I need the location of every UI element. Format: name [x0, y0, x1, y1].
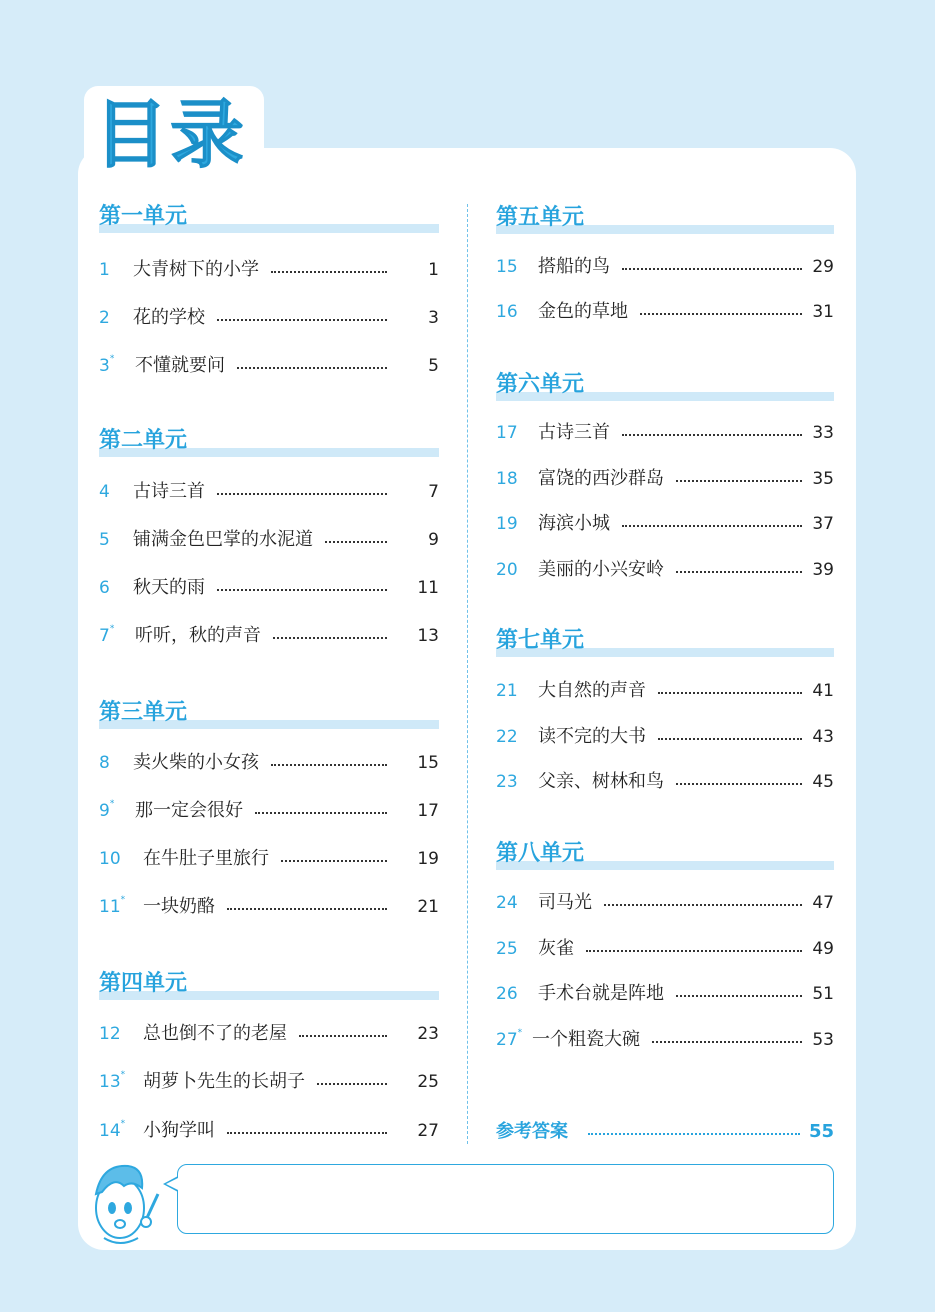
page-number: 13	[417, 626, 439, 646]
lesson-title: 总也倒不了的老屋	[143, 1023, 287, 1044]
page-number: 19	[417, 849, 439, 869]
column-divider	[467, 204, 468, 1144]
page-number: 21	[417, 897, 439, 917]
lesson-title: 古诗三首	[538, 422, 610, 443]
unit-heading-label: 第五单元	[496, 204, 585, 230]
page-number: 9	[428, 530, 439, 550]
page-number: 5	[428, 356, 439, 376]
lesson-number: 19	[496, 514, 518, 534]
unit-heading	[99, 967, 439, 1007]
toc-entry[interactable]	[496, 980, 834, 1008]
page-number: 25	[417, 1072, 439, 1092]
lesson-number: 16	[496, 302, 518, 322]
page-number: 45	[812, 772, 834, 792]
unit-heading	[496, 368, 834, 408]
lesson-number: 7*	[99, 624, 115, 646]
lesson-title: 富饶的西沙群岛	[538, 468, 664, 489]
page-number: 1	[428, 260, 439, 280]
leader-dots	[227, 908, 387, 910]
page-number: 17	[417, 801, 439, 821]
lesson-title: 读不完的大书	[538, 726, 646, 747]
lesson-number: 21	[496, 681, 518, 701]
answer-key-title: 参考答案	[496, 1121, 568, 1142]
lesson-number: 15	[496, 257, 518, 277]
unit-heading	[99, 200, 439, 240]
leader-dots	[622, 525, 802, 527]
leader-dots	[676, 480, 802, 482]
leader-dots	[217, 493, 387, 495]
lesson-number: 25	[496, 939, 518, 959]
toc-entry[interactable]	[99, 1068, 439, 1096]
lesson-title: 卖火柴的小女孩	[133, 752, 259, 773]
lesson-number: 14*	[99, 1119, 126, 1141]
toc-entry[interactable]	[496, 935, 834, 963]
lesson-number: 13*	[99, 1070, 126, 1092]
page-number: 47	[812, 893, 834, 913]
lesson-title: 秋天的雨	[133, 577, 205, 598]
unit-heading-label: 第三单元	[99, 699, 188, 725]
lesson-number: 4	[99, 482, 110, 502]
lesson-title: 手术台就是阵地	[538, 983, 664, 1004]
leader-dots	[271, 764, 387, 766]
optional-lesson-mark: *	[120, 1119, 126, 1129]
lesson-number: 12	[99, 1024, 121, 1044]
lesson-number: 3*	[99, 354, 115, 376]
leader-dots	[676, 571, 802, 573]
toc-entry[interactable]	[99, 256, 439, 284]
optional-lesson-mark: *	[109, 354, 115, 364]
page-number: 29	[812, 257, 834, 277]
page-number: 33	[812, 423, 834, 443]
page-number: 31	[812, 302, 834, 322]
toc-entry[interactable]	[99, 574, 439, 602]
leader-dots	[658, 692, 802, 694]
lesson-title: 海滨小城	[538, 513, 610, 534]
lesson-title: 司马光	[538, 892, 592, 913]
unit-heading	[496, 837, 834, 877]
mascot-boy-icon	[84, 1150, 166, 1250]
page-number: 7	[428, 482, 439, 502]
leader-dots	[622, 268, 802, 270]
leader-dots	[325, 541, 387, 543]
lesson-title: 花的学校	[133, 307, 205, 328]
leader-dots	[622, 434, 802, 436]
lesson-title: 小狗学叫	[143, 1120, 215, 1141]
leader-dots	[273, 637, 387, 639]
lesson-number: 11*	[99, 895, 126, 917]
page-number: 37	[812, 514, 834, 534]
page-number: 53	[812, 1030, 834, 1050]
page-number: 15	[417, 753, 439, 773]
page-title: 目录	[84, 86, 264, 184]
lesson-title: 大青树下的小学	[133, 259, 259, 280]
lesson-number: 6	[99, 578, 110, 598]
leader-dots	[217, 589, 387, 591]
toc-entry[interactable]	[496, 253, 834, 281]
toc-entry[interactable]	[496, 465, 834, 493]
unit-heading	[496, 201, 834, 241]
toc-entry[interactable]	[496, 556, 834, 584]
toc-entry[interactable]	[496, 419, 834, 447]
lesson-title: 大自然的声音	[538, 680, 646, 701]
page-number: 11	[417, 578, 439, 598]
lesson-title: 那一定会很好	[135, 800, 243, 821]
unit-heading	[99, 696, 439, 736]
leader-dots	[652, 1041, 802, 1043]
optional-lesson-mark: *	[109, 799, 115, 809]
leader-dots	[281, 860, 387, 862]
leader-dots	[317, 1083, 387, 1085]
toc-entry[interactable]	[496, 1026, 834, 1054]
lesson-number: 18	[496, 469, 518, 489]
page-number: 23	[417, 1024, 439, 1044]
unit-heading-label: 第七单元	[496, 627, 585, 653]
lesson-title: 父亲、树林和鸟	[538, 771, 664, 792]
lesson-number: 23	[496, 772, 518, 792]
page-number: 39	[812, 560, 834, 580]
leader-dots	[237, 367, 387, 369]
leader-dots	[604, 904, 802, 906]
lesson-title: 在牛肚子里旅行	[143, 848, 269, 869]
toc-entry[interactable]	[99, 1020, 439, 1048]
leader-dots	[271, 271, 387, 273]
leader-dots	[217, 319, 387, 321]
optional-lesson-mark: *	[517, 1028, 523, 1038]
page-number: 51	[812, 984, 834, 1004]
lesson-number: 1	[99, 260, 110, 280]
toc-entry[interactable]	[99, 304, 439, 332]
lesson-number: 22	[496, 727, 518, 747]
lesson-title: 一个粗瓷大碗	[532, 1029, 640, 1050]
page-number: 3	[428, 308, 439, 328]
lesson-title: 搭船的鸟	[538, 256, 610, 277]
toc-entry[interactable]	[496, 510, 834, 538]
lesson-number: 8	[99, 753, 110, 773]
toc-entry[interactable]	[496, 723, 834, 751]
page-number: 27	[417, 1121, 439, 1141]
lesson-title: 铺满金色巴掌的水泥道	[133, 529, 313, 550]
toc-entry[interactable]	[496, 298, 834, 326]
leader-dots	[588, 1133, 800, 1135]
optional-lesson-mark: *	[109, 624, 115, 634]
leader-dots	[658, 738, 802, 740]
toc-entry[interactable]	[99, 1117, 439, 1145]
note-box	[177, 1164, 834, 1234]
toc-entry[interactable]	[99, 622, 439, 650]
unit-heading-label: 第八单元	[496, 840, 585, 866]
lesson-number: 2	[99, 308, 110, 328]
unit-heading-label: 第四单元	[99, 970, 188, 996]
leader-dots	[227, 1132, 387, 1134]
toc-entry[interactable]	[99, 893, 439, 921]
lesson-number: 27*	[496, 1028, 523, 1050]
toc-entry[interactable]	[496, 889, 834, 917]
toc-entry[interactable]	[99, 749, 439, 777]
leader-dots	[586, 950, 802, 952]
toc-entry[interactable]	[99, 352, 439, 380]
toc-entry[interactable]	[99, 526, 439, 554]
lesson-number: 20	[496, 560, 518, 580]
unit-heading-label: 第六单元	[496, 371, 585, 397]
lesson-title: 胡萝卜先生的长胡子	[143, 1071, 305, 1092]
page-number: 35	[812, 469, 834, 489]
leader-dots	[676, 995, 802, 997]
unit-heading	[99, 424, 439, 464]
optional-lesson-mark: *	[120, 1070, 126, 1080]
lesson-number: 5	[99, 530, 110, 550]
page-number: 43	[812, 727, 834, 747]
lesson-title: 美丽的小兴安岭	[538, 559, 664, 580]
lesson-title: 不懂就要问	[135, 355, 225, 376]
unit-heading-label: 第一单元	[99, 203, 188, 229]
page-number: 41	[812, 681, 834, 701]
lesson-title: 古诗三首	[133, 481, 205, 502]
toc-entry[interactable]	[99, 478, 439, 506]
lesson-number: 10	[99, 849, 121, 869]
lesson-title: 听听，秋的声音	[135, 625, 261, 646]
lesson-number: 24	[496, 893, 518, 913]
unit-heading-label: 第二单元	[99, 427, 188, 453]
leader-dots	[640, 313, 802, 315]
lesson-title: 金色的草地	[538, 301, 628, 322]
leader-dots	[255, 812, 387, 814]
answer-key-row[interactable]	[496, 1118, 834, 1146]
page-number: 49	[812, 939, 834, 959]
toc-entry[interactable]	[99, 797, 439, 825]
lesson-title: 灰雀	[538, 938, 574, 959]
leader-dots	[299, 1035, 387, 1037]
optional-lesson-mark: *	[120, 895, 126, 905]
toc-entry[interactable]	[496, 677, 834, 705]
lesson-number: 17	[496, 423, 518, 443]
answer-key-page: 55	[808, 1121, 834, 1142]
leader-dots	[676, 783, 802, 785]
unit-heading	[496, 624, 834, 664]
lesson-number: 9*	[99, 799, 115, 821]
lesson-number: 26	[496, 984, 518, 1004]
toc-entry[interactable]	[496, 768, 834, 796]
toc-entry[interactable]	[99, 845, 439, 873]
lesson-title: 一块奶酪	[143, 896, 215, 917]
